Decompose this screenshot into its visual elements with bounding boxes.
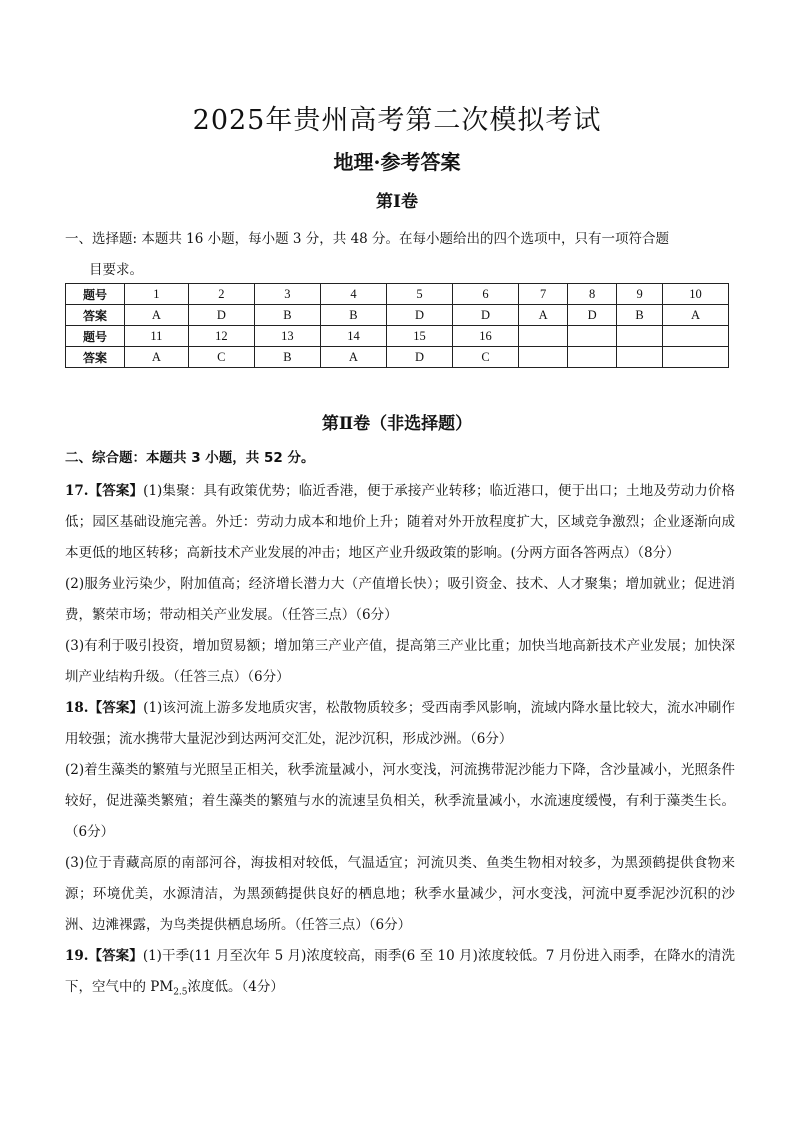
table-cell: 4 <box>320 284 386 305</box>
table-cell <box>662 347 728 368</box>
q17-label: 17.【答案】 <box>65 483 144 499</box>
answer-body <box>65 476 735 1009</box>
q17-part-3: (3)有利于吸引投资，增加贸易额；增加第三产业产值，提高第三产业比重；加快当地高新技术产业发展；加快深圳产业结构升级。（任答三点）（6分） <box>65 638 735 685</box>
q18-part-1 <box>65 693 735 755</box>
table-cell <box>519 326 568 347</box>
table-cell: B <box>320 305 386 326</box>
answer-table <box>65 283 729 368</box>
instructions-line-1: 一、选择题: 本题共 16 小题，每小题 3 分，共 48 分。在每小题给出的四个选项中，只有一项符合题 <box>65 231 670 247</box>
table-cell: D <box>386 305 452 326</box>
q18-part-1-text: (1)该河流上游多发地质灾害，松散物质较多；受西南季风影响，流域内降水量比较大，流水冲刷作用较强；流水携带大量泥沙到达两河交汇处，泥沙沉积，形成沙洲。（6分） <box>65 700 735 747</box>
table-cell: B <box>254 347 320 368</box>
table-cell: 3 <box>254 284 320 305</box>
q19-part-1 <box>65 941 735 1009</box>
q19-part-1-text-a: (1)干季(11 月至次年 5 月)浓度较高，雨季(6 至 10 月)浓度较低。7 月份进入雨季，在降水的清洗下，空气中的 PM <box>65 948 735 995</box>
table-cell: D <box>568 305 617 326</box>
table-cell: D <box>188 305 254 326</box>
q17-part-1-text: (1)集聚：具有政策优势；临近香港，便于承接产业转移；临近港口，便于出口；土地及劳动力价格低；园区基础设施完善。外迁：劳动力成本和地价上升；随着对外开放程度扩大，区域竞争激烈；企业逐渐向成本更低的地区转移；高新技术产业发展的冲击；地区产业升级政策的影响。(分两方面各答两点）（8分） <box>65 483 735 561</box>
section-1-instructions <box>65 224 733 286</box>
table-cell: A <box>662 305 728 326</box>
table-cell: A <box>125 305 189 326</box>
table-cell <box>617 326 663 347</box>
table-cell: 5 <box>386 284 452 305</box>
table-cell: 7 <box>519 284 568 305</box>
volume-2-heading: 第Ⅱ卷（非选择题） <box>321 414 473 434</box>
table-cell: 14 <box>320 326 386 347</box>
q18-part-3: (3)位于青藏高原的南部河谷，海拔相对较低，气温适宜；河流贝类、鱼类生物相对较多，为黑颈鹤提供食物来源；环境优美，水源清洁，为黑颈鹤提供良好的栖息地；秋季水量减少，河水变浅，河流中夏季泥沙沉积的沙洲、边滩裸露，为鸟类提供栖息场所。（任答三点）（6分） <box>65 855 735 933</box>
table-cell: B <box>254 305 320 326</box>
q17-part-2: (2)服务业污染少，附加值高；经济增长潜力大（产值增长快）；吸引资金、技术、人才聚集；增加就业；促进消费，繁荣市场；带动相关产业发展。（任答三点）（6分） <box>65 576 735 623</box>
table-cell: 6 <box>453 284 519 305</box>
table-cell <box>662 326 728 347</box>
table-cell: D <box>386 347 452 368</box>
table-cell: 10 <box>662 284 728 305</box>
table-cell: A <box>125 347 189 368</box>
table-cell: 1 <box>125 284 189 305</box>
table-cell: 2 <box>188 284 254 305</box>
table-cell <box>568 326 617 347</box>
table-cell: 8 <box>568 284 617 305</box>
page-title: 2025年贵州高考第二次模拟考试 <box>192 105 602 136</box>
q18-label: 18.【答案】 <box>65 700 144 716</box>
table-row-label: 答案 <box>66 347 125 368</box>
q19-part-1-text-b: 浓度低。（4分） <box>187 979 284 995</box>
page-subtitle: 地理·参考答案 <box>333 150 461 174</box>
volume-1-heading: 第Ⅰ卷 <box>376 192 418 212</box>
table-cell: C <box>188 347 254 368</box>
table-row-answer-1 <box>66 305 729 326</box>
table-row-label: 答案 <box>66 305 125 326</box>
pm-subscript: 2.5 <box>173 987 188 998</box>
table-row-answer-2 <box>66 347 729 368</box>
table-row-label: 题号 <box>66 326 125 347</box>
table-cell: 16 <box>453 326 519 347</box>
q17-part-1 <box>65 476 735 569</box>
table-cell <box>519 347 568 368</box>
instructions-line-2: 目要求。 <box>89 262 143 278</box>
section-2-heading: 二、综合题：本题共 3 小题，共 52 分。 <box>65 450 315 466</box>
table-cell: 15 <box>386 326 452 347</box>
table-cell: A <box>320 347 386 368</box>
q18-part-2: (2)着生藻类的繁殖与光照呈正相关，秋季流量减小，河水变浅，河流携带泥沙能力下降，含沙量减小，光照条件较好，促进藻类繁殖；着生藻类的繁殖与水的流速呈负相关，秋季流量减小，水流速度缓慢，有利于藻类生长。（6分） <box>65 762 735 840</box>
table-cell: D <box>453 305 519 326</box>
q19-label: 19.【答案】 <box>65 948 143 964</box>
table-cell: A <box>519 305 568 326</box>
table-cell: 13 <box>254 326 320 347</box>
table-cell: C <box>453 347 519 368</box>
table-cell <box>568 347 617 368</box>
table-cell: 12 <box>188 326 254 347</box>
table-row-label: 题号 <box>66 284 125 305</box>
table-row-question-1 <box>66 284 729 305</box>
table-row-question-2 <box>66 326 729 347</box>
table-cell: 11 <box>125 326 189 347</box>
table-cell: B <box>617 305 663 326</box>
table-cell: 9 <box>617 284 663 305</box>
table-cell <box>617 347 663 368</box>
